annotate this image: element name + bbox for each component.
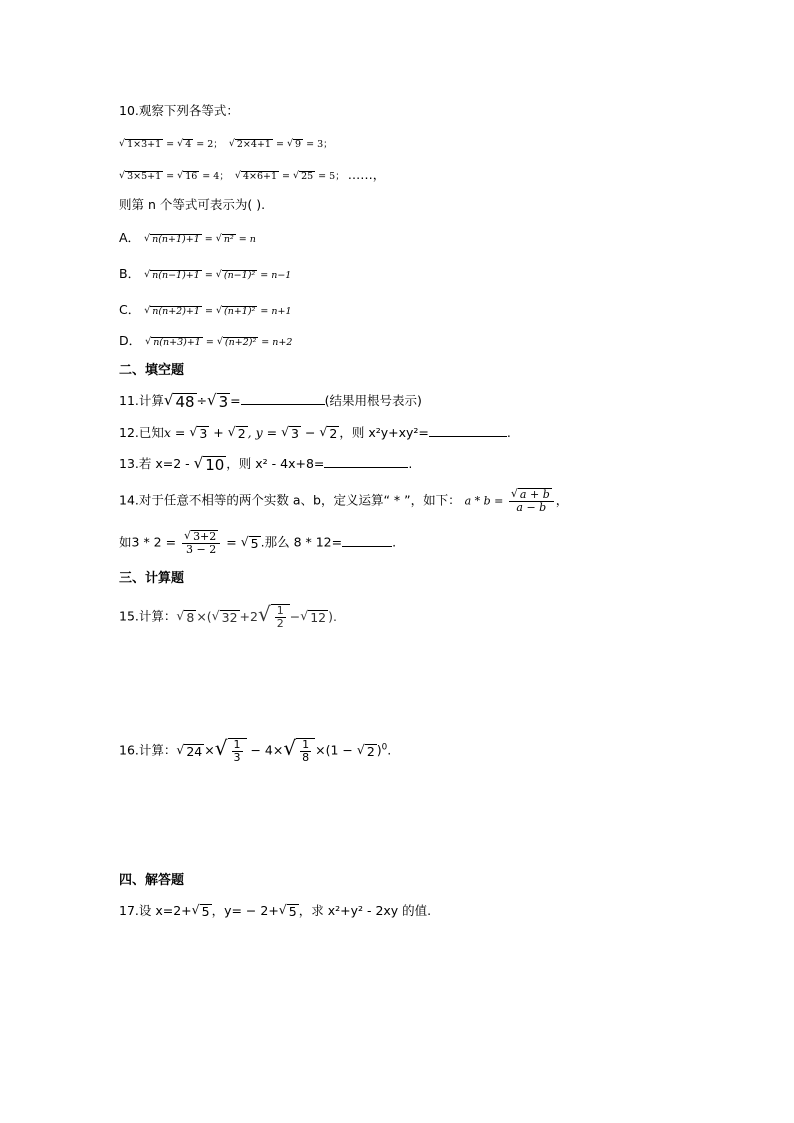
q14: 14.对于任意不相等的两个实数 a、b，定义运算“ * ”，如下： a * b = √ a + b a − b ， (119, 487, 569, 515)
q10-equations-row2: √ 3×5+1 = √ 16 = 4； √ 4×6+1 = √ 25 = 5； ……， (119, 167, 386, 182)
q10-option-c[interactable]: C． √ n(n+2)+1 = √ (n+1)² = n+1 (119, 302, 292, 317)
q10-equations-row1: √ 1×3+1 = √ 4 = 2； √ 2×4+1 = √ 9 = 3； (119, 137, 333, 150)
q15: 15.计算： √ 8 ×( √ 32 +2 √ $\frac{1}{2}$ − √ 12 ). (119, 602, 337, 631)
q13: 13.若 x=2 - √ 10 ，则 x² - 4x+8= . (119, 453, 413, 474)
section-solution-heading: 四、解答题 (119, 873, 185, 888)
q14-answer-blank[interactable] (342, 546, 392, 547)
q12-answer-blank[interactable] (429, 436, 507, 437)
q14-example: 如3 * 2 = √ 3+2 3 − 2 = √ 5 .那么 8 * 12= . (119, 529, 397, 557)
q17: 17.设 x=2+ √ 5 ，y= − 2+ √ 5 ，求 x²+y² - 2xy 的值. (119, 902, 432, 920)
q10-option-d[interactable]: D． √ n(n+3)+1 = √ (n+2)² = n+2 (119, 333, 293, 348)
q13-answer-blank[interactable] (324, 467, 408, 468)
q10-option-a[interactable]: A． √ n(n+1)+1 = √ n² = n (119, 230, 256, 245)
q16: 16.计算： √ 24 × √ $\frac{1}{3}$ − 4× √ $\frac{1}{8}$ ×(1 − √ 2 )$^0$. (119, 736, 392, 765)
q10-option-b[interactable]: B． √ n(n−1)+1 = √ (n−1)² = n−1 (119, 266, 292, 281)
section-fill-in-heading: 二、填空题 (119, 363, 185, 378)
q11-answer-blank[interactable] (241, 404, 325, 405)
q11: 11.计算 √ 48 ÷ √ 3 = (结果用根号表示) (119, 390, 422, 411)
q10-prompt: 则第 n 个等式可表示为( ). (119, 197, 266, 212)
q12: 12.已知x = √ 3 + √ 2 , y = √ 3 − √ 2 ，则 x²y+xy²= . (119, 424, 511, 442)
section-calculation-heading: 三、计算题 (119, 571, 185, 586)
q10-title: 10.观察下列各等式： (119, 103, 239, 118)
